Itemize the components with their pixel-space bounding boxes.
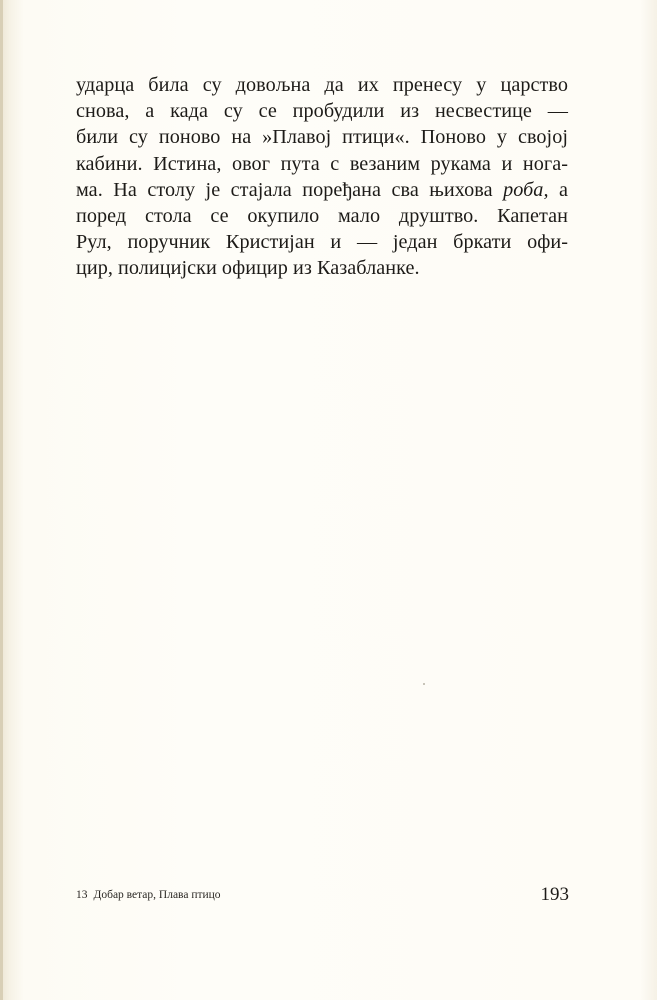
text-line: цир, полицијски официр из Казабланке.	[76, 257, 420, 280]
text-segment: ма. На столу је стајала поређана сва њихова	[76, 178, 504, 201]
text-line: снова, а када су се пробудили из несвестице —	[76, 100, 568, 123]
signature-number: 13	[76, 889, 88, 901]
text-line	[76, 177, 568, 203]
text-line: ударца била су довољна да их пренесу у царство	[76, 74, 568, 96]
text-line: кабини. Истина, овог пута с везаним рукама и нога-	[76, 152, 568, 175]
paper-speck	[423, 683, 425, 685]
footer-signature	[76, 889, 221, 901]
text-line: поред стола се окупило мало друштво. Капетан	[76, 204, 568, 227]
page-number: 193	[540, 884, 569, 905]
footer-book-title: Добар ветар, Плава птицо	[93, 889, 221, 901]
text-line: Рул, поручник Кристијан и — један бркати офи-	[76, 231, 568, 254]
body-paragraph	[76, 72, 568, 282]
text-segment: а	[548, 178, 569, 201]
italic-word: роба,	[503, 178, 549, 201]
text-line: били су поново на »Плавој птици«. Поново у својој	[76, 126, 568, 149]
